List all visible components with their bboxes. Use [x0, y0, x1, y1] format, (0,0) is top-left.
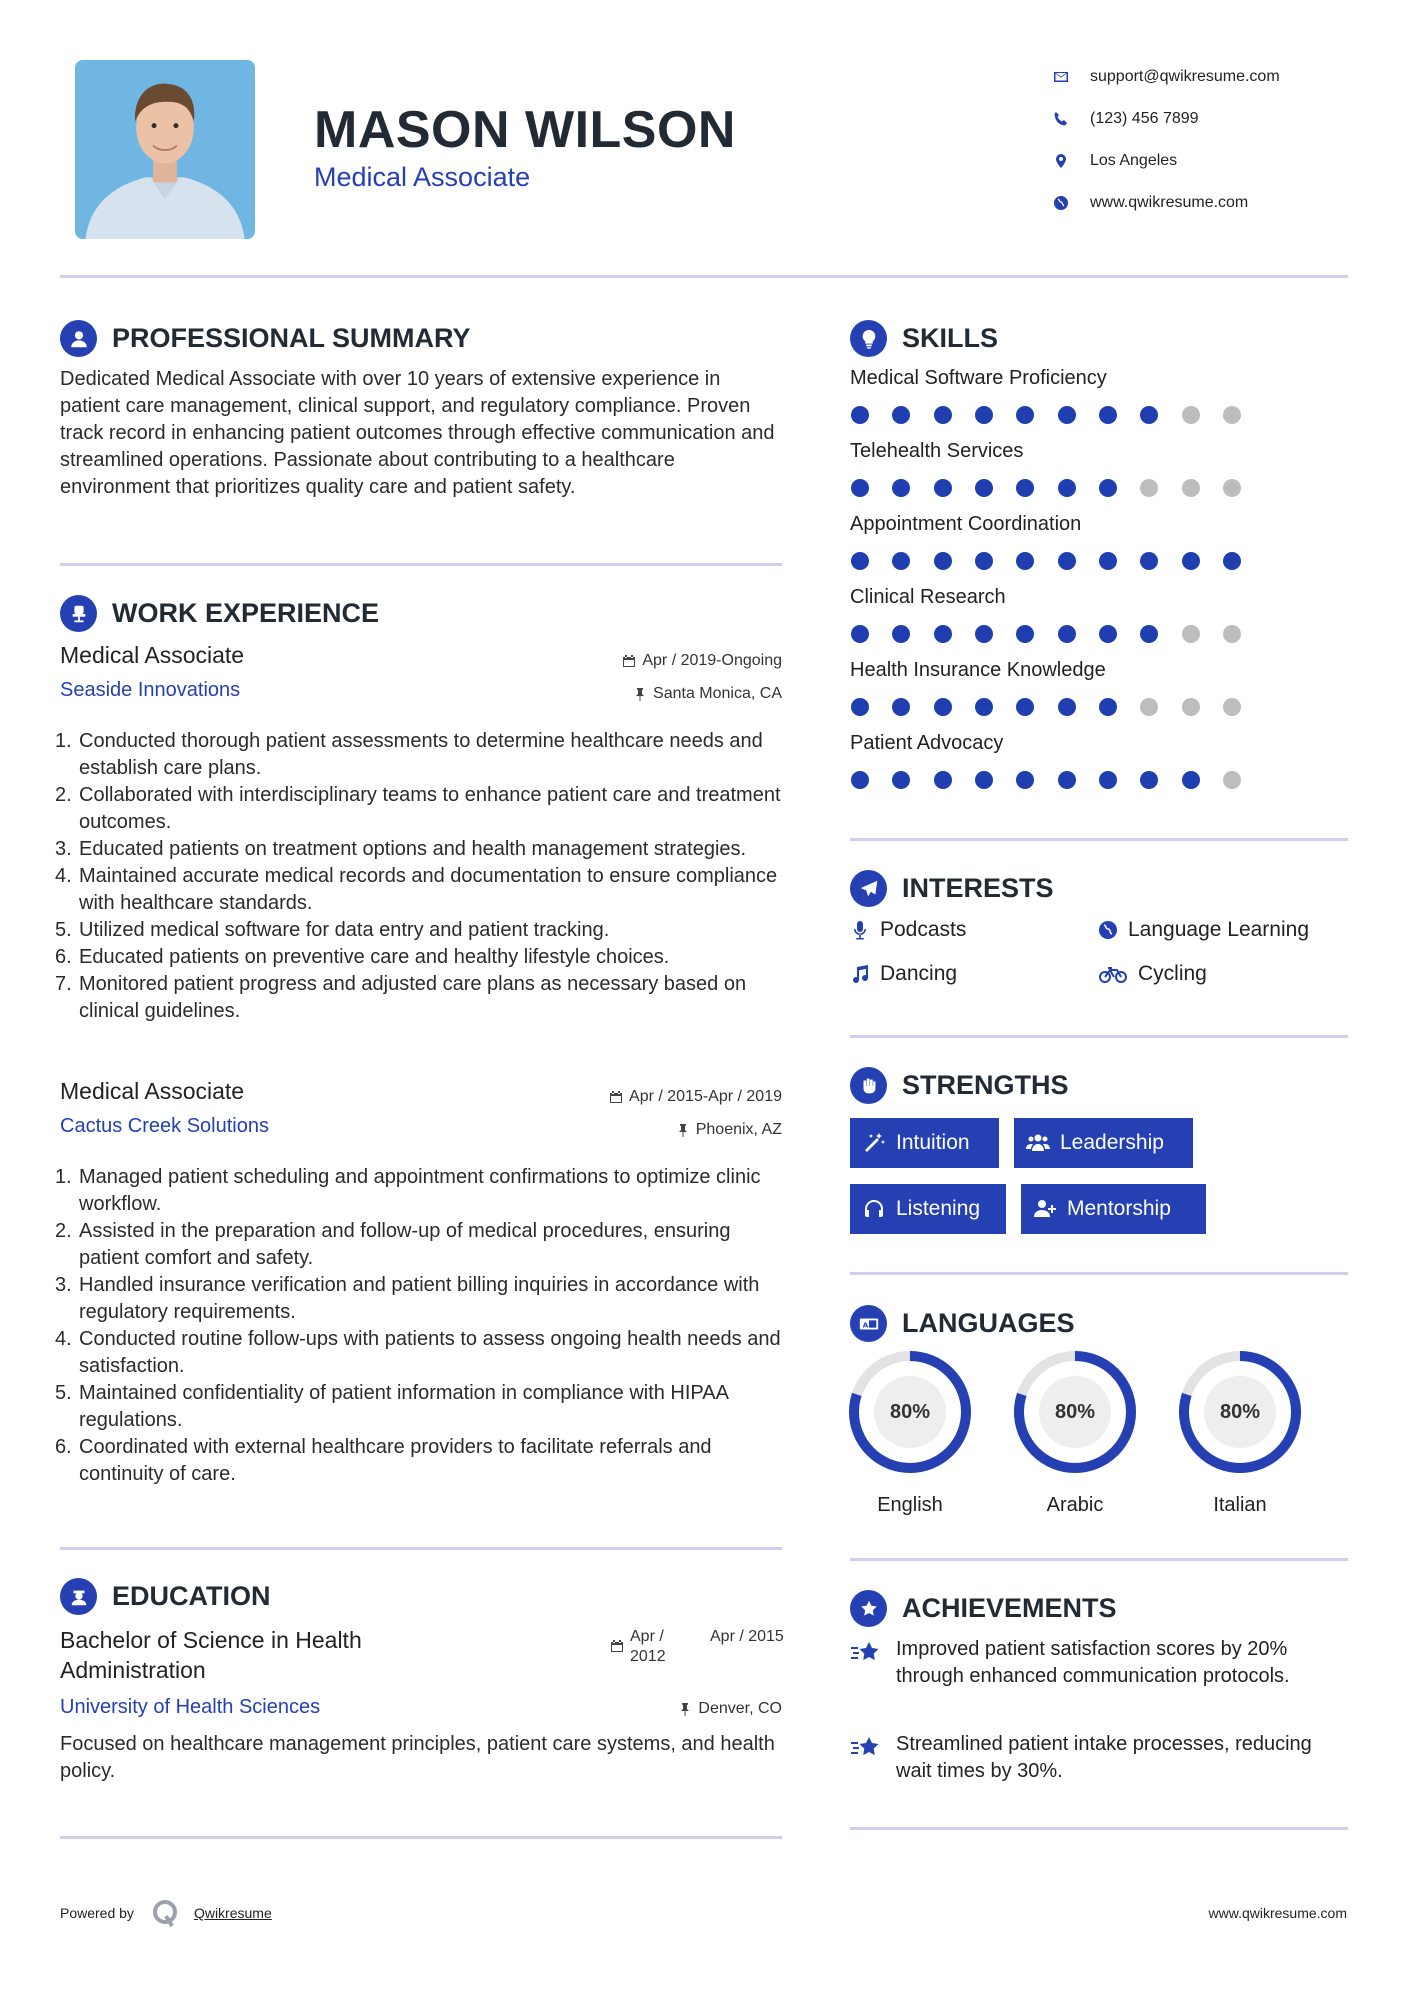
job-2-location: Phoenix, AZ: [676, 1121, 782, 1139]
rating-dot-filled: [1099, 552, 1117, 570]
contact-list: [1050, 56, 1280, 224]
svg-text:A: A: [862, 1320, 868, 1330]
fist-icon: [850, 1067, 887, 1104]
duty-item: 1. Managed patient scheduling and appointment confirmations to optimize clinic workflow.: [55, 1166, 761, 1215]
experience-heading: [60, 595, 379, 632]
skill-label: Health Insurance Knowledge: [850, 659, 1106, 681]
bicycle-icon: [1098, 964, 1128, 984]
skill-rating: [851, 698, 1241, 716]
rating-dot-empty: [1223, 771, 1241, 789]
skill-rating: [851, 552, 1241, 570]
rating-dot-empty: [1223, 479, 1241, 497]
rating-dot-filled: [975, 479, 993, 497]
user-icon: [60, 320, 97, 357]
pushpin-icon: [678, 1702, 692, 1716]
rating-dot-filled: [975, 552, 993, 570]
language-percent: 80%: [1219, 1400, 1261, 1423]
rating-dot-filled: [975, 698, 993, 716]
achievement-item: Streamlined patient intake processes, reducing wait times by 30%.: [850, 1731, 1330, 1785]
rating-dot-filled: [1058, 625, 1076, 643]
skills-heading: [850, 320, 998, 357]
rating-dot-filled: [934, 479, 952, 497]
duty-item: 3. Educated patients on treatment options and health management strategies.: [55, 838, 747, 860]
strength-mentorship: Mentorship: [1021, 1184, 1206, 1234]
skill-label: Clinical Research: [850, 586, 1006, 608]
language-item: [1013, 1350, 1137, 1517]
rating-dot-filled: [1182, 771, 1200, 789]
rating-dot-empty: [1182, 479, 1200, 497]
skills-divider: [850, 838, 1348, 841]
job-1-dates: Apr / 2019-Ongoing: [622, 652, 782, 670]
users-icon: [1026, 1131, 1050, 1155]
interests-title: INTERESTS: [902, 873, 1054, 903]
rating-dot-filled: [892, 552, 910, 570]
rating-dot-filled: [1058, 552, 1076, 570]
rating-dot-filled: [1099, 479, 1117, 497]
strengths-divider: [850, 1272, 1348, 1275]
rating-dot-filled: [851, 698, 869, 716]
education-dates: [610, 1627, 784, 1667]
education-description: Focused on healthcare management principles, patient care systems, and health policy.: [60, 1733, 775, 1782]
languages-title: LANGUAGES: [902, 1308, 1075, 1338]
rating-dot-empty: [1140, 698, 1158, 716]
rating-dot-filled: [1016, 698, 1034, 716]
star-icon: [850, 1639, 882, 1667]
envelope-icon: [1050, 66, 1072, 88]
job-2-dates: Apr / 2015-Apr / 2019: [609, 1088, 782, 1106]
interest-podcasts: Podcasts: [850, 918, 966, 942]
rating-dot-filled: [851, 771, 869, 789]
pushpin-icon: [676, 1123, 690, 1137]
language-progress-ring: [1178, 1350, 1302, 1474]
duty-item: 5. Maintained confidentiality of patient information in compliance with HIPAA regulations.: [55, 1382, 728, 1431]
job-2-company: Cactus Creek Solutions: [60, 1115, 269, 1137]
rating-dot-filled: [1058, 406, 1076, 424]
profile-photo: [75, 60, 255, 239]
rating-dot-filled: [892, 771, 910, 789]
location-text: Los Angeles: [1090, 152, 1178, 169]
rating-dot-filled: [851, 625, 869, 643]
language-progress-ring: [1013, 1350, 1137, 1474]
degree-title: Bachelor of Science in Health Administration: [60, 1627, 362, 1683]
duty-item: 6. Educated patients on preventive care and healthy lifestyle choices.: [55, 946, 670, 968]
language-name: Arabic: [1046, 1494, 1104, 1516]
language-progress-ring: [848, 1350, 972, 1474]
education-divider: [60, 1836, 782, 1839]
rating-dot-filled: [1140, 552, 1158, 570]
skill-rating: [851, 406, 1241, 424]
email-text: support@qwikresume.com: [1090, 68, 1280, 85]
school-name: University of Health Sciences: [60, 1696, 321, 1718]
skill-rating: [851, 625, 1241, 643]
rating-dot-filled: [975, 625, 993, 643]
rating-dot-filled: [1223, 552, 1241, 570]
rating-dot-empty: [1140, 479, 1158, 497]
rating-dot-filled: [1099, 771, 1117, 789]
education-end: Apr / 2015: [710, 1628, 784, 1645]
duty-item: 4. Conducted routine follow-ups with patients to assess ongoing health needs and satisfaction.: [55, 1328, 781, 1377]
language-percent: 80%: [889, 1400, 931, 1423]
rating-dot-filled: [851, 552, 869, 570]
strength-leadership: Leadership: [1014, 1118, 1193, 1168]
rating-dot-empty: [1182, 625, 1200, 643]
rating-dot-filled: [934, 406, 952, 424]
duty-item: 3. Handled insurance verification and patient billing inquiries in accordance with regulatory requirements.: [55, 1274, 760, 1323]
qwikresume-link[interactable]: Qwikresume: [193, 1905, 272, 1921]
contact-email[interactable]: [1050, 56, 1280, 98]
rating-dot-filled: [851, 479, 869, 497]
rating-dot-filled: [1099, 406, 1117, 424]
rating-dot-filled: [1016, 406, 1034, 424]
interest-language-learning: Language Learning: [1098, 918, 1309, 942]
user-plus-icon: [1033, 1197, 1057, 1221]
website-text: www.qwikresume.com: [1090, 194, 1249, 211]
rating-dot-filled: [892, 406, 910, 424]
summary-divider: [60, 563, 782, 566]
rating-dot-filled: [1058, 698, 1076, 716]
map-marker-icon: [1050, 150, 1072, 172]
duty-item: 4. Maintained accurate medical records and documentation to ensure compliance with healthcare standards.: [55, 865, 778, 914]
skill-label: Medical Software Proficiency: [850, 367, 1107, 389]
duty-item: 2. Assisted in the preparation and follow-up of medical procedures, ensuring patient comfort and safety.: [55, 1220, 731, 1269]
duty-item: 2. Collaborated with interdisciplinary teams to enhance patient care and treatment outcomes.: [55, 784, 781, 833]
rating-dot-filled: [892, 625, 910, 643]
experience-divider: [60, 1547, 782, 1550]
job-2-duties: [55, 1164, 790, 1488]
skill-rating: [851, 771, 1241, 789]
rating-dot-filled: [934, 552, 952, 570]
education-title: EDUCATION: [112, 1581, 271, 1611]
language-name: Italian: [1213, 1494, 1267, 1516]
rating-dot-filled: [1099, 698, 1117, 716]
candidate-role: Medical Associate: [314, 162, 531, 192]
rating-dot-empty: [1223, 625, 1241, 643]
strength-intuition: Intuition: [850, 1118, 999, 1168]
rating-dot-empty: [1223, 406, 1241, 424]
calendar-icon: [622, 654, 636, 668]
magic-wand-icon: [862, 1131, 886, 1155]
language-item: [1178, 1350, 1302, 1517]
lightbulb-icon: [850, 320, 887, 357]
summary-text: Dedicated Medical Associate with over 10 years of extensive experience in patient care management, clinical support, and regulatory compliance. Proven track record in enhancing patient outcomes through effective communication and streamlined operations. Passionate about contributing to a healthcare environment that prioritizes quality care and patient safety.: [60, 368, 775, 498]
job-1-company: Seaside Innovations: [60, 679, 241, 701]
job-1-title: Medical Associate: [60, 642, 245, 668]
experience-title: WORK EXPERIENCE: [112, 598, 380, 628]
rating-dot-filled: [1182, 552, 1200, 570]
achievements-title: ACHIEVEMENTS: [902, 1593, 1117, 1623]
rating-dot-filled: [975, 771, 993, 789]
headphones-icon: [862, 1197, 886, 1221]
pushpin-icon: [633, 687, 647, 701]
rating-dot-empty: [1182, 406, 1200, 424]
languages-divider: [850, 1558, 1348, 1561]
globe-icon: [1050, 192, 1072, 214]
rating-dot-filled: [1016, 479, 1034, 497]
rating-dot-empty: [1182, 698, 1200, 716]
achievements-divider: [850, 1827, 1348, 1830]
interest-dancing: Dancing: [850, 962, 957, 986]
footer-powered-by: Powered by Qwikresume: [60, 1898, 272, 1928]
rating-dot-filled: [1016, 771, 1034, 789]
education-location: Denver, CO: [678, 1700, 782, 1718]
rating-dot-filled: [1140, 771, 1158, 789]
calendar-icon: [610, 1639, 624, 1653]
job-2-title: Medical Associate: [60, 1078, 245, 1104]
interest-cycling: Cycling: [1098, 962, 1207, 986]
rating-dot-filled: [1016, 552, 1034, 570]
duty-item: 6. Coordinated with external healthcare providers to facilitate referrals and continuity of care.: [55, 1436, 712, 1485]
rating-dot-filled: [934, 625, 952, 643]
contact-location: [1050, 140, 1280, 182]
strengths-title: STRENGTHS: [902, 1070, 1069, 1100]
summary-heading: [60, 320, 471, 357]
rating-dot-filled: [1140, 625, 1158, 643]
header-divider: [60, 275, 1348, 278]
rating-dot-filled: [1058, 771, 1076, 789]
language-icon: [850, 1305, 887, 1342]
rating-dot-filled: [934, 698, 952, 716]
graduate-icon: [60, 1578, 97, 1615]
achievements-heading: [850, 1590, 1117, 1627]
globe-icon: [1098, 920, 1118, 940]
music-icon: [850, 964, 870, 984]
contact-website[interactable]: [1050, 182, 1280, 224]
rating-dot-filled: [975, 406, 993, 424]
duty-item: 5. Utilized medical software for data entry and patient tracking.: [55, 919, 610, 941]
achievement-item: Improved patient satisfaction scores by 20% through enhanced communication protocols.: [850, 1636, 1330, 1690]
job-1-duties: [55, 728, 790, 1025]
rating-dot-filled: [1140, 406, 1158, 424]
skills-title: SKILLS: [902, 323, 999, 353]
language-item: [848, 1350, 972, 1517]
rating-dot-filled: [1099, 625, 1117, 643]
language-percent: 80%: [1054, 1400, 1096, 1423]
paper-plane-icon: [850, 870, 887, 907]
summary-title: PROFESSIONAL SUMMARY: [112, 323, 471, 353]
phone-text: (123) 456 7899: [1090, 110, 1199, 127]
rating-dot-filled: [892, 479, 910, 497]
footer-website-link[interactable]: www.qwikresume.com: [1208, 1905, 1347, 1921]
rating-dot-filled: [1058, 479, 1076, 497]
duty-item: 1. Conducted thorough patient assessments to determine healthcare needs and establish care plans.: [55, 730, 763, 779]
strengths-heading: [850, 1067, 1069, 1104]
duty-item: 7. Monitored patient progress and adjusted care plans as necessary based on clinical guidelines.: [55, 973, 747, 1022]
rating-dot-filled: [1016, 625, 1034, 643]
strength-listening: Listening: [850, 1184, 1006, 1234]
interests-heading: [850, 870, 1054, 907]
languages-heading: [850, 1305, 1075, 1342]
skill-label: Patient Advocacy: [850, 732, 1004, 754]
calendar-icon: [609, 1090, 623, 1104]
education-start: Apr / 2012: [630, 1628, 666, 1665]
rating-dot-filled: [934, 771, 952, 789]
star-icon: [850, 1734, 882, 1762]
skill-label: Telehealth Services: [850, 440, 1024, 462]
rating-dot-empty: [1223, 698, 1241, 716]
education-heading: [60, 1578, 271, 1615]
contact-phone[interactable]: [1050, 98, 1280, 140]
microphone-icon: [850, 920, 870, 940]
qwikresume-logo-icon: [150, 1898, 180, 1928]
language-name: English: [877, 1494, 943, 1516]
office-chair-icon: [60, 595, 97, 632]
skill-rating: [851, 479, 1241, 497]
interests-divider: [850, 1035, 1348, 1038]
rating-dot-filled: [892, 698, 910, 716]
rating-dot-filled: [851, 406, 869, 424]
job-1-location: Santa Monica, CA: [633, 685, 782, 703]
star-badge-icon: [850, 1590, 887, 1627]
skill-label: Appointment Coordination: [850, 513, 1082, 535]
candidate-name: MASON WILSON: [314, 101, 736, 159]
phone-icon: [1050, 108, 1072, 130]
